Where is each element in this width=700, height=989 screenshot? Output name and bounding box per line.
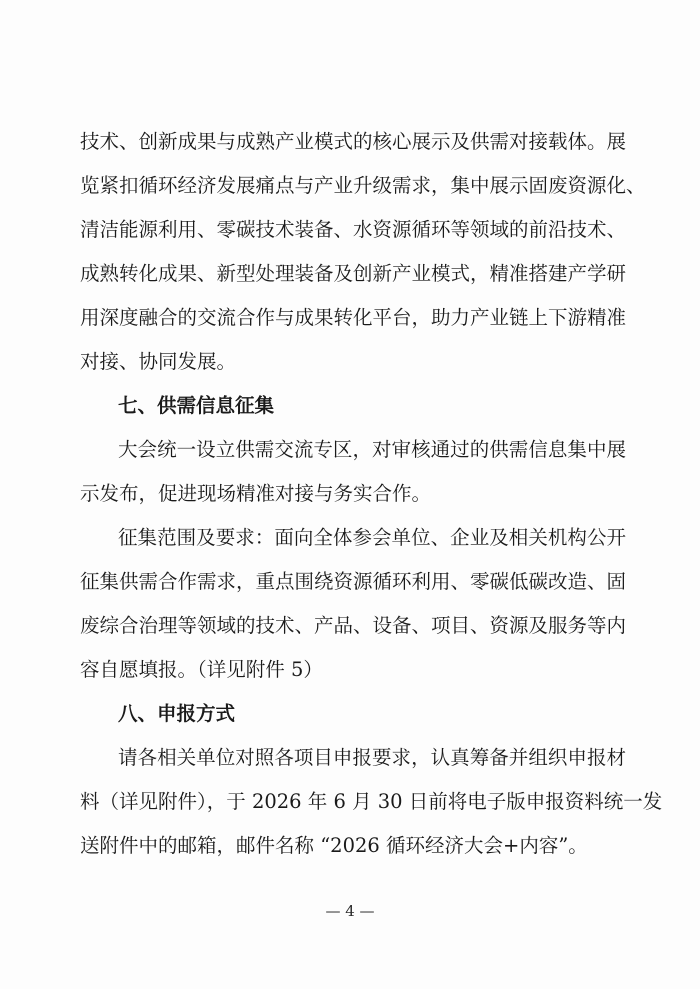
body-text-line: 征集范围及要求：面向全体参会单位、企业及相关机构公开 (118, 526, 626, 549)
page-number: — 4 — (325, 902, 375, 920)
body-text-line: 成熟转化成果、新型处理装备及创新产业模式，精准搭建产学研 (80, 262, 627, 285)
body-text-line: 对接、协同发展。 (80, 350, 237, 373)
body-text-line: 用深度融合的交流合作与成果转化平台，助力产业链上下游精准 (80, 306, 627, 329)
body-text-line: 示发布，促进现场精准对接与务实合作。 (80, 482, 432, 505)
body-text-line: 废综合治理等领域的技术、产品、设备、项目、资源及服务等内 (80, 614, 627, 637)
section-heading: 七、供需信息征集 (118, 394, 275, 417)
body-text-line: 技术、创新成果与成熟产业模式的核心展示及供需对接载体。展 (80, 130, 627, 153)
body-text-line: 清洁能源利用、零碳技术装备、水资源循环等领域的前沿技术、 (80, 218, 627, 241)
body-text-line: 征集供需合作需求，重点围绕资源循环利用、零碳低碳改造、固 (80, 570, 627, 593)
body-text-line: 大会统一设立供需交流专区，对审核通过的供需信息集中展 (118, 438, 626, 461)
body-text-line: 请各相关单位对照各项目申报要求，认真筹备并组织申报材 (118, 746, 626, 769)
body-text-line: 料（详见附件），于 2026 年 6 月 30 日前将电子版申报资料统一发 (80, 790, 663, 813)
body-text-line: 容自愿填报。（详见附件 5） (80, 658, 323, 681)
body-text-line: 览紧扣循环经济发展痛点与产业升级需求，集中展示固废资源化、 (80, 174, 646, 197)
body-text-line: 送附件中的邮箱，邮件名称 “2026 循环经济大会+内容”。 (80, 834, 588, 857)
section-heading: 八、申报方式 (118, 702, 236, 725)
